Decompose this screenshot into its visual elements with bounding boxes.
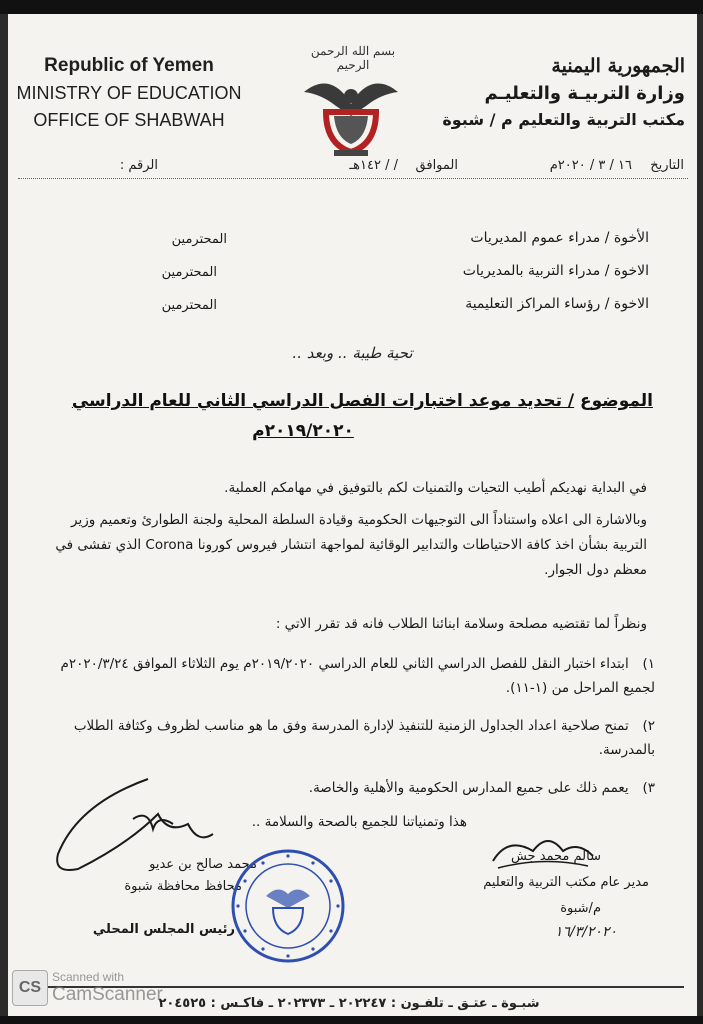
item-number: ٣) xyxy=(642,780,655,796)
ar-ministry: وزارة التربيـة والتعليـم xyxy=(484,83,685,104)
director-name: سالم محمد جش xyxy=(510,849,601,864)
recipient-1-honor: المحترمين xyxy=(171,232,227,247)
en-country: Republic of Yemen xyxy=(44,55,214,76)
basmala: بسم الله الرحمن الرحيم xyxy=(310,44,396,72)
arabic-letterhead xyxy=(425,52,685,132)
letter-footer: شبـوة ـ عتـق ـ تلفـون : ٢٠٢٢٤٧ ـ ٢٠٢٣٧٣ ـ فاكـس : ٢٠٤٥٢٥ xyxy=(14,986,684,1011)
recipient-1: الأخوة / مدراء عموم المديريات xyxy=(470,230,649,246)
watermark-line-2: CamScanner xyxy=(52,984,163,1005)
en-ministry: MINISTRY OF EDUCATION xyxy=(16,83,242,103)
hijri-value: / / ١٤٢هـ xyxy=(349,158,398,173)
subject-year: ٢٠١٩/٢٠٢٠م xyxy=(252,421,354,441)
camscanner-watermark xyxy=(52,970,163,1006)
item-text: يعمم ذلك على جميع المدارس الحكومية والأهلية والخاصة. xyxy=(308,780,629,796)
recipient-3: الاخوة / رؤساء المراكز التعليمية xyxy=(465,296,649,312)
watermark-line-1: Scanned with xyxy=(52,970,125,984)
item-text: تمنح صلاحية اعداد الجداول الزمنية للتنفيذ لإدارة المدرسة وفق ما هو مناسب لظروف وكثافة الطلاب بالمدرسة. xyxy=(73,718,655,758)
top-dark-edge xyxy=(0,0,703,14)
official-stamp-icon xyxy=(228,846,348,966)
director-place: م/شبوة xyxy=(560,901,601,916)
subject xyxy=(33,386,653,446)
date-value: ١٦ / ٣ / ٢٠٢٠م xyxy=(549,158,632,173)
recipient-3-honor: المحترمين xyxy=(161,298,217,313)
governor-title-1: محافظ محافظة شبوة xyxy=(124,879,242,894)
camscanner-logo-icon: CS xyxy=(12,970,48,1006)
letter-page xyxy=(8,14,697,1016)
en-office: OFFICE OF SHABWAH xyxy=(33,110,225,130)
ar-country: الجمهورية اليمنية xyxy=(551,55,685,77)
decision-item-1 xyxy=(35,652,655,700)
director-title: مدير عام مكتب التربية والتعليم xyxy=(483,875,649,890)
paragraph-2: وبالاشارة الى اعلاه واستناداً الى التوجيهات الحكومية وقيادة السلطة المحلية ولجنة الطوارئ وتعميم وزير التربية بشأن اخذ كافة الاحتياطات والتدابير الوقائية لمواجهة انتشار فيروس كورونا Corona الذي تفشى في معظم دول الجوار. xyxy=(55,512,647,578)
subject-text: / تحديد موعد اختبارات الفصل الدراسي الثاني للعام الدراسي xyxy=(71,391,575,411)
paragraph-1: في البداية نهديكم أطيب التحيات والتمنيات لكم بالتوفيق في مهامكم العملية. xyxy=(224,480,647,496)
yemen-emblem-icon xyxy=(296,64,406,164)
item-number: ١) xyxy=(642,656,655,672)
handwritten-date: ١٦/٣/٢٠٢٠ xyxy=(554,924,617,940)
ar-office: مكتب التربية والتعليم م / شبوة xyxy=(442,110,685,129)
closing-line: هذا وتمنياتنا للجميع بالصحة والسلامة .. xyxy=(251,814,467,830)
subject-label: الموضوع xyxy=(580,391,653,411)
greeting: تحية طيبة .. وبعد .. xyxy=(292,344,413,362)
recipient-2: الاخوة / مدراء التربية بالمديريات xyxy=(462,263,649,279)
governor-title-2: رئيس المجلس المحلي xyxy=(92,922,235,937)
item-number: ٢) xyxy=(642,718,655,734)
bottom-dark-edge xyxy=(0,1016,703,1024)
paragraph-3: ونظراً لما تقتضيه مصلحة وسلامة ابنائنا الطلاب فانه قد تقرر الاتي : xyxy=(275,616,647,632)
governor-name: محمد صالح بن عديو xyxy=(149,857,257,872)
date-ref-line xyxy=(18,152,688,179)
date-label: التاريخ xyxy=(650,158,684,173)
recipient-2-honor: المحترمين xyxy=(161,265,217,280)
decision-item-2 xyxy=(35,714,655,762)
item-text: ابتداء اختبار النقل للفصل الدراسي الثاني للعام الدراسي ٢٠١٩/٢٠٢٠م يوم الثلاثاء الموافق ٢٠٢٠/٣/٢٤م لجميع المراحل من (١-١١). xyxy=(60,656,655,696)
english-letterhead xyxy=(14,52,244,134)
hijri-label: الموافق xyxy=(415,158,458,173)
ref-label: الرقم : xyxy=(119,158,158,173)
